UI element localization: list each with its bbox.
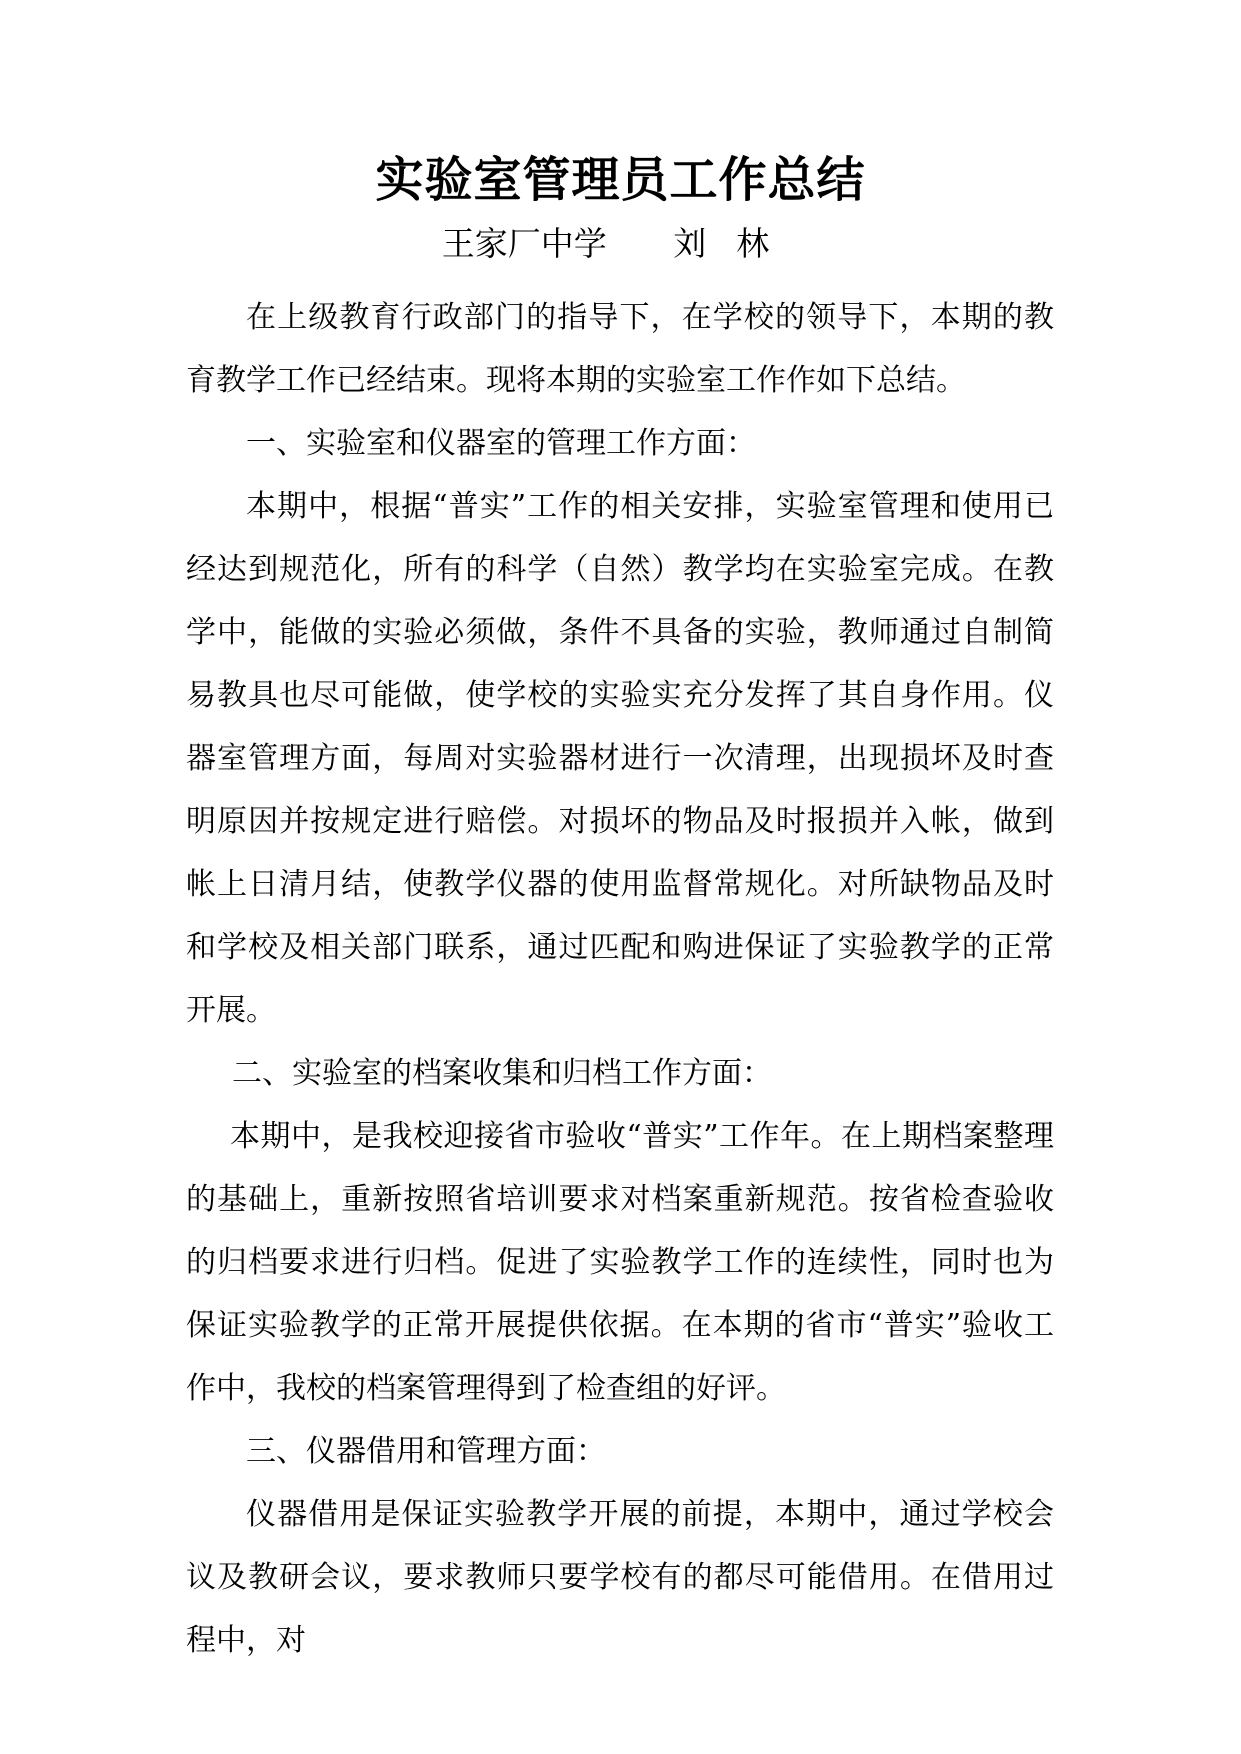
paragraph-section-3: 仪器借用是保证实验教学开展的前提，本期中，通过学校会议及教研会议，要求教师只要学校有的都尽可能借用。在借用过程中，对	[186, 1497, 1054, 1658]
document-body	[186, 286, 1054, 1672]
author-name: 刘林	[673, 224, 800, 263]
author-line	[0, 222, 1241, 266]
paragraph-section-1: 本期中，根据“普实”工作的相关安排，实验室管理和使用已经达到规范化，所有的科学（自然）教学均在实验室完成。在教学中，能做的实验必须做，条件不具备的实验，教师通过自制简易教具也尽可能做，使学校的实验实充分发挥了其自身作用。仪器室管理方面，每周对实验器材进行一次清理，出现损坏及时查明原因并按规定进行赔偿。对损坏的物品及时报损并入帐，做到帐上日清月结，使教学仪器的使用监督常规化。对所缺物品及时和学校及相关部门联系，通过匹配和购进保证了实验教学的正常开展。	[186, 489, 1054, 1028]
section-heading-2: 二、实验室的档案收集和归档工作方面：	[232, 1056, 772, 1091]
document-title: 实验室管理员工作总结	[375, 152, 866, 208]
school-name: 王家厂中学	[441, 224, 607, 263]
section-heading-3: 三、仪器借用和管理方面：	[246, 1434, 606, 1469]
paragraph-intro: 在上级教育行政部门的指导下，在学校的领导下，本期的教育教学工作已经结束。现将本期的实验室工作作如下总结。	[186, 300, 1054, 398]
paragraph-section-2: 本期中，是我校迎接省市验收“普实”工作年。在上期档案整理的基础上，重新按照省培训要求对档案重新规范。按省检查验收的归档要求进行归档。促进了实验教学工作的连续性，同时也为保证实验教学的正常开展提供依据。在本期的省市“普实”验收工作中，我校的档案管理得到了检查组的好评。	[186, 1119, 1054, 1406]
section-heading-1: 一、实验室和仪器室的管理工作方面：	[246, 426, 756, 461]
